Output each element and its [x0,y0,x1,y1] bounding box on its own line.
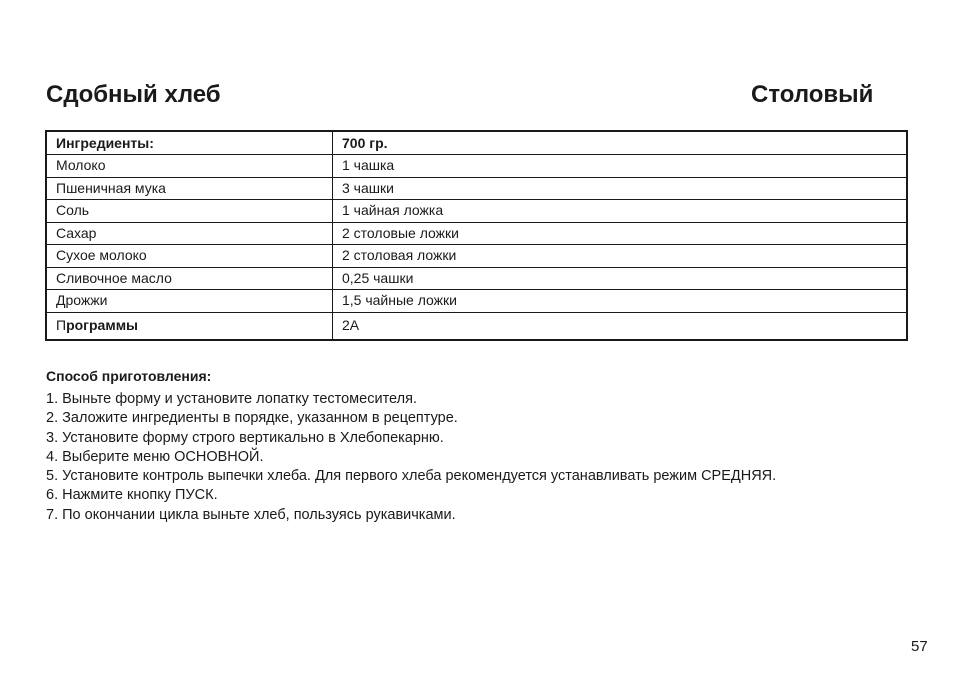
table-row [46,200,907,223]
ingredient-amount: 2 столовая ложки [333,245,908,268]
list-item: 7. По окончании цикла выньте хлеб, пользуясь рукавичками. [46,506,456,523]
ingredient-name: Молоко [46,155,333,178]
programs-label [46,312,333,340]
table-row [46,177,907,200]
recipe-subtitle: Столовый [751,81,874,108]
list-item: 5. Установите контроль выпечки хлеба. Для первого хлеба рекомендуется устанавливать режим СРЕДНЯЯ. [46,468,777,485]
ingredients-header: Ингредиенты: [46,131,333,155]
ingredient-amount: 1 чашка [333,155,908,178]
ingredient-amount: 3 чашки [333,177,908,200]
table-row [46,245,907,268]
ingredient-name: Соль [46,200,333,223]
programs-label-rest: рограммы [66,317,139,333]
list-item: 4. Выберите меню ОСНОВНОЙ. [46,448,264,465]
method-steps [46,390,776,525]
ingredient-amount: 0,25 чашки [333,267,908,290]
programs-label-first: П [56,317,67,333]
ingredient-name: Сахар [46,222,333,245]
ingredient-amount: 1 чайная ложка [333,200,908,223]
method-title: Способ приготовления: [46,368,212,384]
recipe-title: Сдобный хлеб [46,81,221,108]
list-item: 2. Заложите ингредиенты в порядке, указанном в рецептуре. [46,410,458,427]
table-row [46,290,907,313]
ingredient-name: Сливочное масло [46,267,333,290]
table-header-row [46,131,907,155]
ingredients-table [45,130,908,341]
table-row [46,155,907,178]
list-item: 3. Установите форму строго вертикально в Хлебопекарню. [46,429,444,446]
table-row [46,267,907,290]
programs-row [46,312,907,340]
ingredient-amount: 2 столовые ложки [333,222,908,245]
list-item: 1. Выньте форму и установите лопатку тестомесителя. [46,391,417,407]
ingredient-name: Сухое молоко [46,245,333,268]
table-row [46,222,907,245]
ingredient-amount: 1,5 чайные ложки [333,290,908,313]
ingredient-name: Дрожжи [46,290,333,313]
page-number: 57 [911,638,928,655]
quantity-header: 700 гр. [333,131,908,155]
ingredient-name: Пшеничная мука [46,177,333,200]
programs-value: 2A [333,312,908,340]
list-item: 6. Нажмите кнопку ПУСК. [46,487,218,504]
